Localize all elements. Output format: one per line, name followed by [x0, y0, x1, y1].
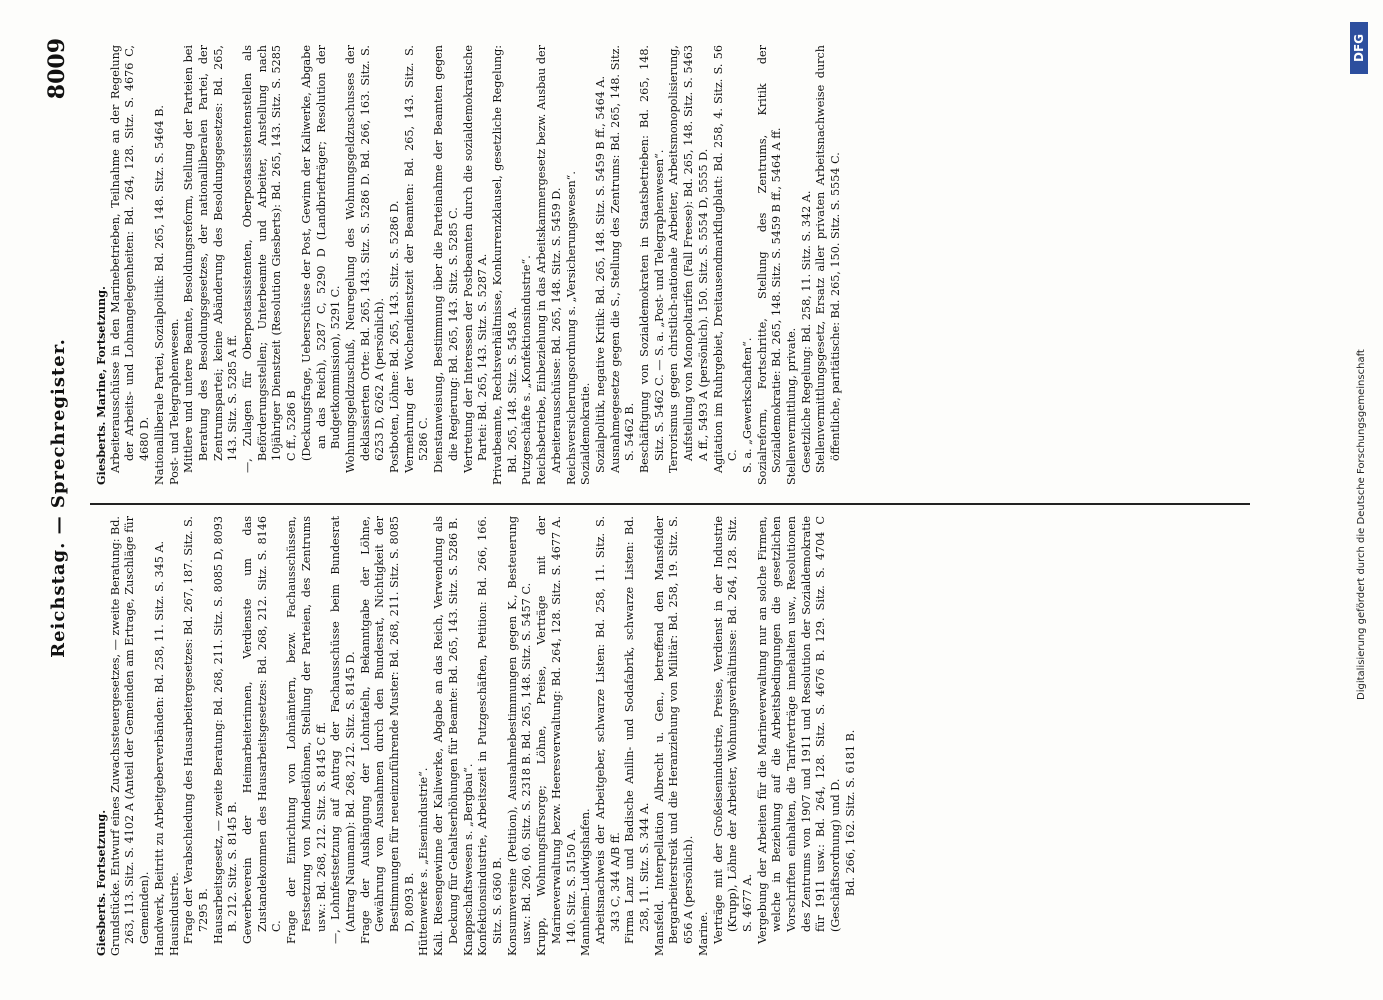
register-entry: Konsumvereine (Petition), Ausnahmebestimmungen gegen K., Besteuerung usw.: Bd. 260, 60. Sitz. S. 2318 B. Bd. 265, 148. Sitz. S. 5457 C.: [505, 516, 534, 956]
register-entry: Frage der Aushängung der Lohntafeln, Bekanntgabe der Löhne, Gewährung von Ausnahmen durch den Bundesrat, Nichtigkeit der Bestimmungen für neueinzuführende Muster: Bd. 268, 211. Sitz. S. 8085 D, 8093 B.: [358, 516, 416, 944]
column-heading: Giesberts. Fortsetzung.: [94, 809, 108, 956]
register-entry: Mansfeld. Interpellation Albrecht u. Gen., betreffend den Mansfelder Bergarbeiterstreik und die Heranziehung von Militär: Bd. 258, 19. Sitz. S. 656 A (persönlich).: [652, 516, 696, 956]
dfg-logo: DFG: [1350, 22, 1368, 74]
register-entry: —, Zulagen für Oberpostassistenten, Oberpostassistentenstellen als Beförderungsstellen; Unterbeamte und Arbeiter, Anstellung nach 10jähriger Dienstzeit (Resolution Giesberts): Bd. 265, 143. Sitz. S. 5285 C ff., 5286 B: [241, 45, 299, 473]
register-entry: Firma Lanz und Badische Anilin- und Sodafabrik, schwarze Listen: Bd. 258, 11. Sitz. S. 344 A.: [623, 516, 652, 944]
register-entry: Frage der Einrichtung von Lohnämtern, bezw. Fachausschüssen, Festsetzung von Mindestlöhnen, Stellung der Parteien, des Zentrums usw.: Bd. 268, 212. Sitz. S. 8145 C ff.: [285, 516, 328, 944]
page-number: 8009: [44, 38, 70, 100]
register-entry: Sozialreform, Fortschritte, Stellung des Zentrums, Kritik der Sozialdemokratie: Bd. 265, 148. Sitz. S. 5459 B ff., 5464 A ff.: [755, 45, 784, 485]
register-entry: Vertretung der Interessen der Postbeamten durch die sozialdemokratische Partei: Bd. 265, 143. Sitz. S. 5287 A.: [461, 45, 490, 473]
register-entry: Sozialdemokratie.: [579, 382, 593, 485]
register-entry: —, Lohnfestsetzung auf Antrag der Fachausschüsse beim Bundesrat (Antrag Naumann): Bd. 268, 212. Sitz. S. 8145 D.: [329, 516, 357, 944]
right-column: [94, 45, 844, 485]
register-entry: Reichsbetriebe, Einbeziehung in das Arbeitskammergesetz bezw. Ausbau der Arbeiterausschüsse: Bd. 265, 148. Sitz. S. 5459 D.: [535, 45, 563, 485]
register-entry: Gesetzliche Regelung: Bd. 258, 11. Sitz. S. 342 A.: [799, 190, 813, 473]
register-entry: Marine.: [696, 911, 710, 956]
register-entry: Kali. Riesengewinne der Kaliwerke, Abgabe an das Reich, Verwendung als Deckung für Gehaltserhöhungen für Beamte: Bd. 265, 143. Sitz. S. 5286 B.: [432, 516, 460, 956]
register-entry: Postboten, Löhne: Bd. 265, 143. Sitz. S. 5286 D.: [388, 200, 402, 473]
register-entry: Mittlere und untere Beamte, Besoldungsreform, Stellung der Parteien bei Beratung des Besoldungsgesetzes, der nationalliberalen Partei, der Zentrumspartei; keine Abänderung des Besoldungsgesetzes: Bd. 265, 143. Sitz. S. 5285 A ff.: [182, 45, 240, 473]
register-entry: Stellenvermittlungsgesetz, Ersatz aller privaten Arbeitsnachweise durch öffentliche, paritätische: Bd. 265, 150. Sitz. S. 5554 C.: [814, 45, 843, 473]
register-entry: Dienstanweisung, Bestimmung über die Parteinahme der Beamten gegen die Regierung: Bd. 265, 143. Sitz. S. 5285 C.: [432, 45, 460, 473]
register-entry: S. a. „Gewerkschaften“.: [740, 337, 754, 473]
register-entry: Privatbeamte, Rechtsverhältnisse, Konkurrenzklausel, gesetzliche Regelung: Bd. 265, 148. Sitz. S. 5458 A.: [490, 45, 519, 485]
register-entry: Mannheim-Ludwigshafen.: [579, 808, 593, 956]
register-entry: Reichsversicherungsordnung s. „Versicherungswesen“.: [564, 171, 578, 485]
register-entry: Stellenvermittlung, private.: [785, 327, 799, 485]
left-column: [94, 516, 859, 956]
register-entry: Beschäftigung von Sozialdemokraten in Staatsbetrieben: Bd. 265, 148. Sitz. S. 5462 C. — S. a. „Post- und Telegraphenwesen“.: [638, 45, 666, 473]
register-entry: Frage der Verabschiedung des Hausarbeitergesetzes: Bd. 267, 187. Sitz. S. 7295 B.: [182, 516, 210, 944]
register-entry: Vergebung der Arbeiten für die Marineverwaltung nur an solche Firmen, welche in Beziehung auf die Arbeitsbedingungen die gesetzlichen Vorschriften einhalten, die Tarifverträge innehalten usw., Resolutionen des Zentrums von 1907 und 1911 und Resolution der Sozialdemokratie für 1911 usw.: Bd. 264, 128. Sitz. S. 4676 B. 129. Sitz. S. 4704 C (Geschäftsordnung) und D.: [755, 516, 843, 944]
register-entry: Handwerk, Beitritt zu Arbeitgeberverbänden: Bd. 258, 11. Sitz. S. 345 A.: [152, 540, 166, 956]
register-entry: Terrorismus gegen christlich-nationale Arbeiter, Arbeitsmonopolisierung, Aufstellung von Monopoltarifen (Fall Freese): Bd. 265, 148. Sitz. S. 5463 A ff., 5493 A (persönlich). 150. Sitz. S. 5554 D, 5555 D.: [667, 45, 710, 473]
register-entry: Gewerbeverein der Heimarbeiterinnen, Verdienste um das Zustandekommen des Hausarbeitsgesetzes: Bd. 268, 212. Sitz. S. 8146 C.: [241, 516, 284, 944]
register-entry: Hausindustrie.: [167, 872, 181, 956]
register-entry: Putzgeschäfte s. „Konfektionsindustrie“.: [520, 255, 534, 485]
register-entry: Knappschaftswesen s. „Bergbau“.: [461, 763, 475, 956]
register-entry: Vermehrung der Wochendienstzeit der Beamten: Bd. 265, 143. Sitz. S. 5286 C.: [402, 45, 431, 473]
register-entry: Verträge mit der Großeisenindustrie, Preise, Verdienst in der Industrie (Krupp), Löhne der Arbeiter, Wohnungsverhältnisse: Bd. 264, 128. Sitz. S. 4677 A.: [711, 516, 754, 944]
register-entry: Agitation im Ruhrgebiet, Dreitausendmarkflugblatt: Bd. 258, 4. Sitz. S. 56 C.: [711, 45, 740, 473]
register-entry: Krupp, Wohnungsfürsorge; Löhne, Preise, Verträge mit der Marineverwaltung bezw. Heeresverwaltung: Bd. 264, 128. Sitz. S. 4677 A. 140. Sitz. S. 5150 A.: [535, 516, 578, 956]
register-entry: Konfektionsindustrie, Arbeitszeit in Putzgeschäften, Petition: Bd. 266, 166. Sitz. S. 6360 B.: [476, 516, 504, 956]
register-entry: Hüttenwerke s. „Eisenindustrie“.: [417, 767, 431, 956]
register-entry: Wohnungsgeldzuschuß, Neuregelung des Wohnungsgeldzuschusses der deklassierten Orte: Bd. 265, 143. Sitz. S. 5286 D. Bd. 266, 163. Sitz. S. 6253 D, 6262 A (persönlich).: [343, 45, 387, 473]
register-entry: Post- und Telegraphenwesen.: [167, 318, 181, 485]
column-heading: Giesberts. Marine, Fortsetzung.: [94, 286, 108, 485]
register-entry: Arbeitsnachweis der Arbeitgeber, schwarze Listen: Bd. 258, 11. Sitz. S. 343 C, 344 A/B ff.: [593, 516, 622, 944]
page-header: [44, 38, 74, 958]
register-entry: (Deckungsfrage, Ueberschüsse der Post, Gewinn der Kaliwerke, Abgabe an das Reich), 5287 C, 5290 D (Landbriefträger; Resolution der Budgetkommission), 5291 C.: [299, 45, 343, 461]
digitization-note: Digitalisierung gefördert durch die Deutsche Forschungsgemeinschaft: [1356, 349, 1367, 700]
register-entry: Bd. 266, 162. Sitz. S. 6181 B.: [843, 729, 857, 896]
column-divider: [90, 503, 1250, 505]
register-entry: Grundstücke. Entwurf eines Zuwachssteuergesetzes, — zweite Beratung: Bd. 263, 113. Sitz. S. 4102 A (Anteil der Gemeinden am Ertrage, Zuschläge für Gemeinden).: [108, 516, 152, 956]
register-entry: Hausarbeitsgesetz, — zweite Beratung: Bd. 268, 211. Sitz. S. 8085 D, 8093 B. 212. Sitz. S. 8145 B.: [211, 516, 240, 944]
page-title: Reichstag. — Sprechregister.: [48, 338, 69, 658]
register-entry: Nationalliberale Partei, Sozialpolitik: Bd. 265, 148. Sitz. S. 5464 B.: [152, 105, 166, 485]
register-entry: Ausnahmegesetze gegen die S., Stellung des Zentrums: Bd. 265, 148. Sitz. S. 5462 B.: [608, 45, 637, 473]
register-entry: Sozialpolitik, negative Kritik: Bd. 265, 148. Sitz. S. 5459 B ff., 5464 A.: [593, 75, 607, 473]
register-entry: Arbeiterausschüsse in den Marinebetrieben, Teilnahme an der Regelung der Arbeits- und Lohnangelegenheiten: Bd. 264, 128. Sitz. S. 4676 C, 4680 D.: [108, 45, 152, 473]
